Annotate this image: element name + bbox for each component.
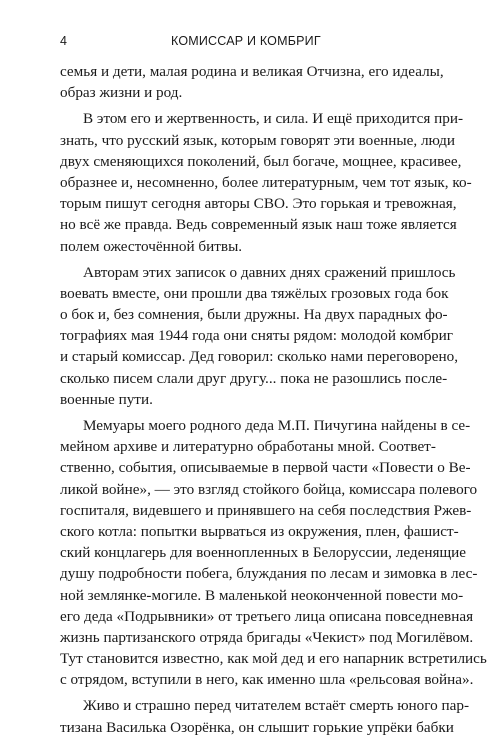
paragraph	[60, 262, 459, 410]
text-line: ский концлагерь для военнопленных в Белоруссии, леденящие	[60, 544, 467, 562]
text-line: его деда «Подрывники» от третьего лица описана повседневная	[60, 607, 474, 625]
text-line: Мемуары моего родного деда М.П. Пичугина найдены в се-	[83, 417, 471, 434]
text-line: торым пишут сегодня авторы СВО. Это горькая и тревожная,	[60, 195, 457, 213]
text-line: полем ожесточённой битвы.	[60, 237, 243, 255]
text-line: сколько писем слали друг другу... пока не разошлись после-	[60, 369, 448, 387]
text-line: В этом его и жертвенность, и сила. И ещё приходится при-	[83, 110, 464, 128]
text-line: мейном архиве и литературно обработаны мной. Соответ-	[60, 438, 436, 456]
text-line: военные пути.	[60, 390, 153, 408]
text-line: о бок и, без сомнения, были дружны. На двух парадных фо-	[60, 306, 448, 324]
paragraph	[60, 108, 472, 256]
running-head: КОМИССАР И КОМБРИГ	[171, 34, 321, 48]
text-line: воевать вместе, они прошли два тяжёлых грозовых года бок	[60, 284, 449, 302]
body-text	[60, 61, 487, 738]
page-number: 4	[60, 34, 68, 48]
text-line: ной землянке-могиле. В маленькой неоконченной повести мо-	[60, 586, 464, 604]
page-header	[60, 34, 400, 54]
text-line: Тут становится известно, как мой дед и его напарник встретились	[60, 650, 487, 668]
text-line: ственно, события, описываемые в первой части «Повести о Ве-	[60, 459, 471, 477]
text-line: Живо и страшно перед читателем встаёт смерть юного пар-	[83, 697, 470, 715]
text-line: но всё же правда. Ведь современный язык наш тоже является	[60, 216, 457, 234]
text-line: Авторам этих записок о давних днях сражений пришлось	[83, 263, 456, 281]
paragraph	[60, 415, 487, 690]
text-line: душу подробности побега, блуждания по лесам и зимовка в лес-	[60, 565, 478, 583]
text-line: и старый комиссар. Дед говорил: сколько нами переговорено,	[60, 348, 459, 366]
text-line: госпиталя, видевшего и принявшего на себя последствия Ржев-	[60, 501, 472, 519]
text-line: тографиях мая 1944 года они сняты рядом: молодой комбриг	[60, 327, 453, 345]
paragraph	[60, 61, 444, 103]
text-line: семья и дети, малая родина и великая Отчизна, его идеалы,	[60, 63, 444, 80]
text-line: жизнь партизанского отряда бригады «Чекист» под Могилёвом.	[60, 628, 474, 646]
text-line: ского котла: попытки вырваться из окружения, плен, фашист-	[60, 522, 459, 540]
text-line: ликой войне», — это взгляд стойкого бойца, комиссара полевого	[60, 480, 478, 498]
text-line: образнее и, несомненно, более литературным, чем тот язык, ко-	[60, 173, 472, 191]
text-line: тизана Василька Озорёнка, он слышит горькие упрёки бабки	[60, 718, 454, 736]
text-line: образ жизни и род.	[60, 84, 183, 102]
text-line: с отрядом, вступили в него, как именно шла «рельсовая война».	[60, 671, 474, 689]
paragraph	[60, 695, 470, 737]
text-line: знать, что русский язык, которым говорят эти военные, люди	[60, 131, 455, 149]
text-line: двух сменяющихся поколений, был богаче, мощнее, красивее,	[60, 152, 462, 170]
